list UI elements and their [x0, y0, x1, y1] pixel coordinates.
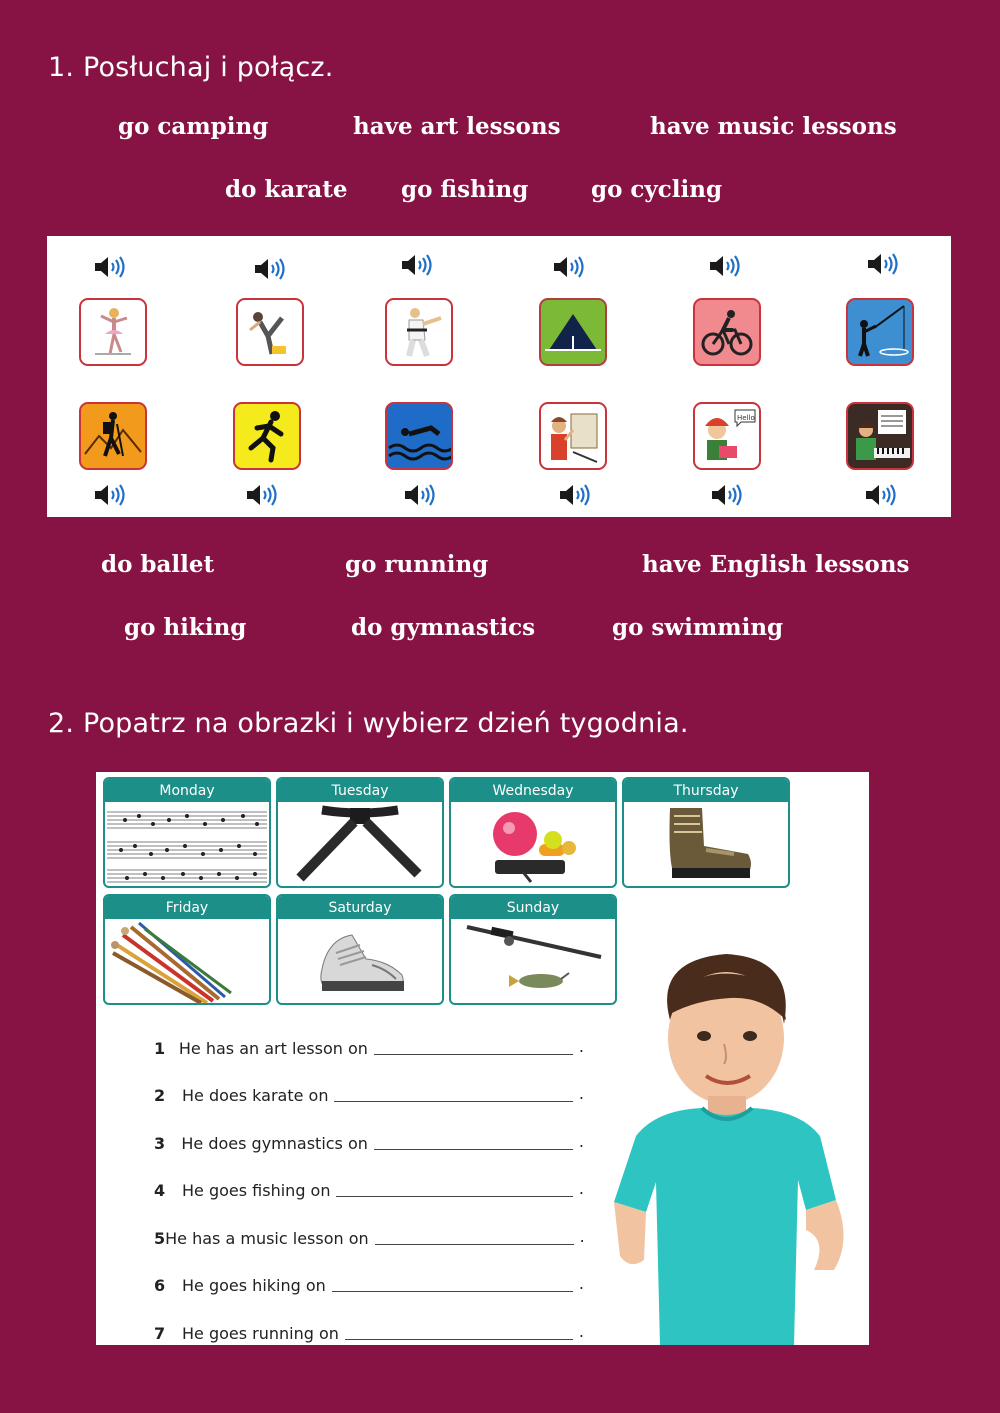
full-stop: . — [578, 1037, 584, 1056]
answer-input[interactable] — [374, 1038, 573, 1055]
word-have-english-lessons[interactable]: have English lessons — [642, 551, 910, 578]
speaker-icon[interactable] — [708, 253, 742, 279]
svg-text:Hello: Hello — [737, 414, 755, 422]
full-stop: . — [578, 1322, 584, 1341]
swimming-icon[interactable] — [385, 402, 453, 470]
day-label-saturday: Saturday — [278, 896, 442, 919]
word-go-fishing[interactable]: go fishing — [401, 176, 529, 203]
exercise-1-panel — [47, 236, 951, 517]
speaker-icon[interactable] — [93, 482, 127, 508]
speaker-icon[interactable] — [864, 482, 898, 508]
sentence-number: 5 — [154, 1229, 166, 1248]
karate-icon[interactable] — [385, 298, 453, 366]
speaker-icon[interactable] — [558, 482, 592, 508]
hiking-boot-picture — [624, 802, 788, 886]
day-label-friday: Friday — [105, 896, 269, 919]
day-label-thursday: Thursday — [624, 779, 788, 802]
sentence-number: 3 — [154, 1134, 166, 1153]
day-card-wednesday — [449, 777, 617, 888]
day-label-wednesday: Wednesday — [451, 779, 615, 802]
word-go-cycling[interactable]: go cycling — [591, 176, 723, 203]
answer-input[interactable] — [334, 1085, 572, 1102]
speaker-icon[interactable] — [403, 482, 437, 508]
answer-input[interactable] — [336, 1180, 572, 1197]
running-icon[interactable] — [233, 402, 301, 470]
sentence-number: 1 — [154, 1039, 166, 1058]
speaker-icon[interactable] — [866, 251, 900, 277]
answer-input[interactable] — [374, 1133, 573, 1150]
sentence-row — [154, 1170, 584, 1200]
sheet-music-picture — [105, 802, 269, 886]
day-card-monday — [103, 777, 271, 888]
day-card-thursday — [622, 777, 790, 888]
speaker-icon[interactable] — [93, 254, 127, 280]
full-stop: . — [578, 1274, 584, 1293]
sentence-text: He does karate on — [182, 1086, 329, 1105]
sentence-row — [154, 1265, 584, 1295]
sentence-number: 6 — [154, 1276, 166, 1295]
sentence-text: He has a music lesson on — [165, 1229, 369, 1248]
day-card-friday — [103, 894, 271, 1005]
word-do-karate[interactable]: do karate — [225, 176, 348, 203]
black-belt-picture — [278, 802, 442, 886]
full-stop: . — [579, 1227, 585, 1246]
sentence-row — [154, 1028, 584, 1058]
day-label-monday: Monday — [105, 779, 269, 802]
cycling-icon[interactable] — [693, 298, 761, 366]
word-have-music-lessons[interactable]: have music lessons — [650, 113, 897, 140]
word-go-swimming[interactable]: go swimming — [612, 614, 784, 641]
answer-input[interactable] — [332, 1275, 573, 1292]
word-go-hiking[interactable]: go hiking — [124, 614, 247, 641]
boy-picture — [584, 940, 869, 1345]
speaker-icon[interactable] — [552, 254, 586, 280]
day-card-saturday — [276, 894, 444, 1005]
sentence-text: He goes fishing on — [182, 1181, 331, 1200]
speaker-icon[interactable] — [253, 256, 287, 282]
sentence-row — [154, 1313, 584, 1343]
sentence-text: He goes hiking on — [182, 1276, 326, 1295]
gymnastics-icon[interactable] — [236, 298, 304, 366]
day-label-tuesday: Tuesday — [278, 779, 442, 802]
gym-ball-weights-picture — [451, 802, 615, 886]
art-painting-icon[interactable] — [539, 402, 607, 470]
exercise-2-title: 2. Popatrz na obrazki i wybierz dzień tygodnia. — [48, 708, 689, 739]
paintbrushes-picture — [105, 919, 269, 1003]
sentence-row — [154, 1075, 584, 1105]
exercise-1-title: 1. Posłuchaj i połącz. — [48, 52, 334, 83]
full-stop: . — [578, 1179, 584, 1198]
ballet-dancer-icon[interactable] — [79, 298, 147, 366]
day-label-sunday: Sunday — [451, 896, 615, 919]
word-have-art-lessons[interactable]: have art lessons — [353, 113, 561, 140]
camping-tent-icon[interactable] — [539, 298, 607, 366]
sentence-row — [154, 1123, 584, 1153]
word-do-gymnastics[interactable]: do gymnastics — [351, 614, 536, 641]
english-lesson-icon[interactable] — [693, 402, 761, 470]
word-go-running[interactable]: go running — [345, 551, 489, 578]
sentence-number: 2 — [154, 1086, 166, 1105]
running-shoe-picture — [278, 919, 442, 1003]
speaker-icon[interactable] — [710, 482, 744, 508]
music-lesson-piano-icon[interactable] — [846, 402, 914, 470]
fishing-icon[interactable] — [846, 298, 914, 366]
sentence-row — [154, 1218, 584, 1248]
day-card-tuesday — [276, 777, 444, 888]
exercise-2-worksheet — [96, 772, 869, 1345]
speaker-icon[interactable] — [400, 252, 434, 278]
hiking-icon[interactable] — [79, 402, 147, 470]
sentence-text: He goes running on — [182, 1324, 339, 1343]
sentence-text: He has an art lesson on — [178, 1039, 368, 1058]
full-stop: . — [578, 1132, 584, 1151]
sentence-text: He does gymnastics on — [181, 1134, 368, 1153]
sentence-number: 7 — [154, 1324, 166, 1343]
answer-input[interactable] — [345, 1323, 573, 1340]
full-stop: . — [578, 1084, 584, 1103]
sentence-number: 4 — [154, 1181, 166, 1200]
speaker-icon[interactable] — [245, 482, 279, 508]
word-do-ballet[interactable]: do ballet — [101, 551, 215, 578]
answer-input[interactable] — [375, 1228, 574, 1245]
word-go-camping[interactable]: go camping — [118, 113, 269, 140]
